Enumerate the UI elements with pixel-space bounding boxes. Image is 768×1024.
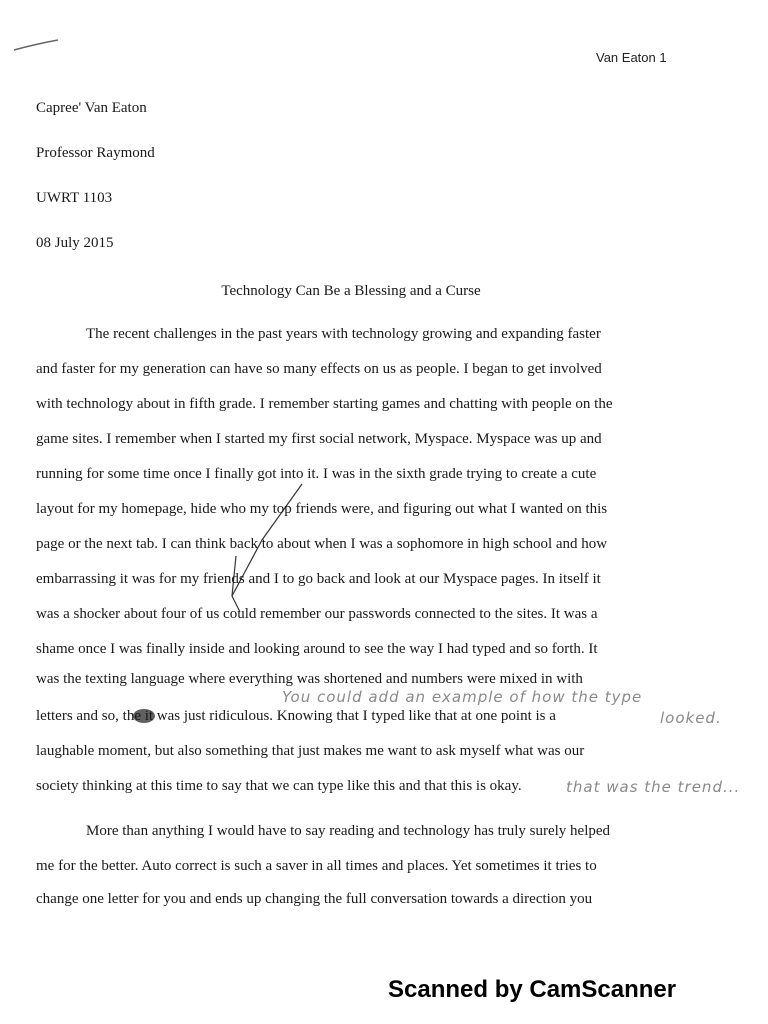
paragraph2-line: me for the better. Auto correct is such a saver in all times and places. Yet sometimes it tries to [36, 858, 597, 874]
paragraph1-line: letters and so, the it was just ridiculous. Knowing that I typed like that at one point is a [36, 708, 556, 724]
paragraph1-line: was the texting language where everything was shortened and numbers were mixed in with [36, 671, 583, 687]
author-name: Capree' Van Eaton [36, 100, 147, 116]
paragraph2-line: More than anything I would have to say reading and technology has truly surely helped [86, 823, 611, 839]
handwritten-note: that was the trend... [566, 778, 741, 796]
handwritten-note: You could add an example of how the type [282, 688, 643, 706]
paragraph1-line: shame once I was finally inside and looking around to see the way I had typed and so forth. It [36, 641, 598, 657]
handwritten-note: looked. [660, 709, 722, 727]
paragraph1-line: and faster for my generation can have so many effects on us as people. I began to get involved [36, 361, 602, 377]
paragraph1-line: embarrassing it was for my friends and I to go back and look at our Myspace pages. In itself it [36, 571, 601, 587]
paragraph1-line: game sites. I remember when I started my first social network, Myspace. Myspace was up and [36, 431, 602, 447]
paragraph1-line: page or the next tab. I can think back to about when I was a sophomore in high school and how [36, 536, 608, 552]
paragraph1-line: layout for my homepage, hide who my top friends were, and figuring out what I wanted on this [36, 501, 608, 517]
paragraph1-line: laughable moment, but also something that just makes me want to ask myself what was our [36, 743, 585, 759]
essay-title: Technology Can Be a Blessing and a Curse [221, 283, 481, 299]
paragraph1-line: with technology about in fifth grade. I remember starting games and chatting with people on the [36, 396, 613, 412]
paragraph1-line: running for some time once I finally got into it. I was in the sixth grade trying to create a cute [36, 466, 597, 482]
essay-date: 08 July 2015 [36, 235, 114, 251]
paragraph1-line: was a shocker about four of us could remember our passwords connected to the sites. It was a [36, 606, 598, 622]
professor-name: Professor Raymond [36, 145, 155, 161]
paragraph1-line: The recent challenges in the past years with technology growing and expanding faster [86, 326, 601, 342]
course-code: UWRT 1103 [36, 190, 113, 206]
scanner-watermark: Scanned by CamScanner [388, 976, 677, 1003]
paragraph2-line: change one letter for you and ends up changing the full conversation towards a direction you [36, 891, 593, 907]
running-header: Van Eaton 1 [596, 50, 667, 65]
pen-stroke-top-left [14, 40, 58, 50]
paragraph1-line: society thinking at this time to say that we can type like this and that this is okay. [36, 778, 522, 794]
